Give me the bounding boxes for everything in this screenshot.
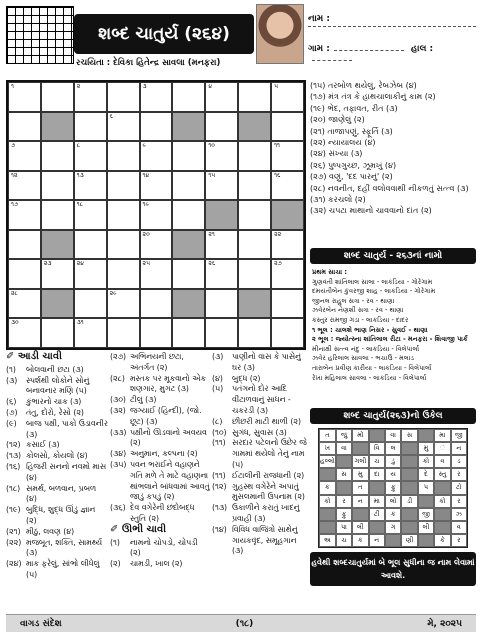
grid-cell[interactable]	[205, 141, 238, 171]
village-field[interactable]: ગામ : હાલ :	[308, 44, 476, 64]
author-photo	[256, 4, 304, 64]
grid-cell[interactable]	[107, 318, 140, 348]
clue-item: (૩૨) જગ્યાઈ (હિન્દી), (જો. છૂટ) (૩)	[110, 405, 202, 426]
solution-cell: ર	[451, 534, 467, 547]
clue-item: (૩૩) પક્ષીનો ઊડવાનો અવયવ (૨)	[110, 427, 207, 448]
down-clues	[212, 352, 308, 557]
solution-cell	[434, 521, 450, 534]
clue-item: (૨૮) મસ્તક પર મૂકવાનો એક શણગાર, મુગટ (૩)	[110, 373, 206, 394]
clue-item: (૭) તંતુ, દોરો, રેસો (૨)	[6, 407, 84, 417]
cell-number: ૧૦	[208, 142, 215, 150]
solution-cell	[336, 481, 352, 494]
solution-cell	[434, 481, 450, 494]
grid-cell[interactable]	[140, 289, 173, 319]
solution-cell: ણી	[401, 534, 417, 547]
solution-cell: ત	[352, 481, 368, 494]
solution-cell: ક	[385, 508, 401, 521]
solution-cell	[401, 481, 417, 494]
clue-item: (૩૦) ટીલું (૩)	[110, 395, 157, 405]
solution-cell: વ	[434, 455, 450, 468]
solution-cell	[401, 468, 417, 481]
solution-cell	[369, 429, 385, 442]
grid-cell[interactable]	[172, 82, 205, 112]
grid-cell[interactable]	[205, 230, 238, 260]
solution-cell: ત	[319, 429, 336, 442]
clue-item: (૯) બાજ પક્ષી, પાકો ઉડાવનીર (૩)	[6, 418, 108, 439]
puzzle-title: શબ્દ ચાતુર્ય (૨૬૪)	[74, 14, 254, 54]
winner-entry: મીનાક્ષી સત્ત્વ નંદુ - લાકડિયા - વિલેપાર્લા	[312, 344, 420, 353]
clue-item: (૧૭) મંત્ર તંત્ર કે હાથચાલાકીનું કામ (૨)	[310, 92, 436, 102]
solution-cell: પ	[418, 481, 434, 494]
cell-number: ૩૦	[11, 319, 19, 327]
cell-number: ૧૧	[274, 142, 280, 150]
grid-cell[interactable]	[8, 289, 41, 319]
grid-cell[interactable]	[140, 318, 173, 348]
grid-cell[interactable]	[41, 259, 74, 289]
cell-number: ૨૬	[208, 260, 216, 268]
clue-item: (૧૩) કોલસો, કોયલો (૪)	[6, 451, 88, 461]
clue-item: (૨૪) સંખ્યા (૩)	[310, 149, 363, 159]
grid-cell[interactable]	[238, 141, 271, 171]
solution-cell: લ	[385, 442, 401, 455]
clue-item: (૧૨) ગુહસ્થ વગેરેને અપાતું મુસલમાની ઉપનામ (૨)	[212, 481, 305, 502]
clue-item: (૨૭) અભિનયની છટા, અંતર્ગત (૨)	[110, 352, 184, 372]
header-decoration	[6, 6, 74, 64]
grid-cell[interactable]	[271, 171, 304, 201]
clue-item: (૧૦) સુગંધ, સુવાસ (૩)	[212, 427, 287, 437]
publication-name: વાગડ સંદેશ	[20, 618, 62, 629]
grid-cell[interactable]	[41, 171, 74, 201]
clue-item: (૧૧) ઈટાલીની રાજધાની (૨)	[212, 470, 305, 480]
cell-number: ૨૦	[142, 230, 150, 238]
clue-item: (૩૫) પવન ભરાઈને વહાણને ગતિ મળે તે માટે વહાણના થાંભલાને બાંધવામાં આવતું જાડું કપડું (૨)	[110, 459, 210, 502]
grid-cell[interactable]	[8, 318, 41, 348]
cell-number: ૭	[11, 142, 16, 150]
solution-cell: દે	[418, 468, 434, 481]
cell-number: ૨૯	[109, 289, 117, 297]
solution-cell	[401, 508, 417, 521]
solution-cell: ર	[336, 495, 352, 508]
grid-cell	[41, 112, 74, 142]
across-heading: ✐ આડી ચાવી	[6, 351, 62, 362]
across-clues	[6, 352, 108, 581]
clue-item: (૧૫) તરબોળ થયેલું, રેબઝેબ (૪)	[310, 81, 417, 90]
cell-number: ૨૮	[11, 289, 18, 297]
clue-item: (૨૨) મજબૂત, શક્તિ, સામર્થ્ય (૩)	[6, 537, 103, 558]
across-clues-continued	[110, 352, 210, 570]
cell-number: ૧૨	[11, 171, 18, 179]
grid-cell[interactable]	[271, 112, 304, 142]
grid-cell	[41, 230, 74, 260]
down-heading: ✐ ઊભી ચાવી	[110, 523, 167, 535]
solution-cell: ફુ	[336, 508, 352, 521]
solution-cell: ચ	[336, 534, 352, 547]
clue-item: (૧૯) ભેદ, તફાવત, રીત (૩)	[310, 103, 398, 113]
grid-cell	[172, 230, 205, 260]
grid-cell[interactable]	[238, 318, 271, 348]
solution-cell: સ	[401, 429, 417, 442]
solution-cell: ડી	[401, 495, 417, 508]
clue-item: (૨૮) નવનીત, દહીં વલોવવાથી નીકળતું સત્ત્વ (૩)	[310, 183, 469, 193]
solution-cell	[385, 534, 401, 547]
solution-cell: ડું	[385, 455, 401, 468]
cell-number: ૧૭	[11, 201, 19, 209]
solution-cell: ટી	[369, 508, 385, 521]
clue-item: (૧૧) સરદાર પટેલનો ઉછેર જે ગામમાં થયેલો તેનું નામ (૫)	[212, 438, 307, 469]
solution-cell: દા	[369, 468, 385, 481]
page-number: (૧૮)	[235, 618, 254, 629]
solution-cell: ખ	[319, 442, 336, 455]
grid-cell[interactable]	[140, 171, 173, 201]
solution-cell: લી	[352, 521, 368, 534]
grid-cell[interactable]	[205, 112, 238, 142]
grid-cell[interactable]	[271, 289, 304, 319]
solution-cell: ગ	[385, 521, 401, 534]
cell-number: ૧૪	[142, 171, 150, 179]
clue-item: (૧) બોલવાની છટા (૩)	[6, 364, 84, 374]
grid-cell[interactable]	[74, 171, 107, 201]
winner-entry: જીનલ રાહુલ સત્રા - રવ - થાણા	[312, 296, 395, 305]
grid-cell[interactable]	[238, 200, 271, 230]
cell-number: ૧	[11, 83, 14, 90]
winner-entry: દમયંતીબેન કુંવરજી શાહ - લાકડિયા - ગોરેગામ	[312, 287, 436, 296]
grid-cell[interactable]	[107, 259, 140, 289]
solution-cell: ડ	[451, 455, 467, 468]
cell-number: ૨૫	[142, 260, 151, 268]
clue-item: (૮) છીછરી માટી થાળી (૨)	[212, 416, 302, 426]
grid-cell[interactable]	[8, 259, 41, 289]
winner-entry: કસ્તુર રામજી ગડા - લાકડિયા - દાદર	[312, 315, 409, 324]
winner-entry: ઝવેરબેન નેણશી સત્રા - રવ - થાણા	[312, 306, 404, 315]
solution-cell: ન	[451, 442, 467, 455]
crossword-grid	[6, 80, 306, 350]
cell-number: ૩	[142, 83, 147, 90]
solution-cell: લી	[418, 521, 434, 534]
cell-number: ૧૫	[208, 171, 216, 179]
cell-number: ૨૩	[43, 260, 52, 268]
solution-cell: અ	[319, 534, 336, 547]
solution-cell: ફુ	[385, 481, 401, 494]
solution-cell: મા	[369, 495, 385, 508]
solution-cell	[369, 521, 385, 534]
grid-cell[interactable]	[140, 230, 173, 260]
grid-cell[interactable]	[172, 200, 205, 230]
grid-cell[interactable]	[8, 82, 41, 112]
clue-item: (૪) બુદ્ધ (૨)	[212, 373, 261, 383]
clue-item: (૬) કુંભારનો ચાક (૩)	[6, 397, 82, 407]
solution-cell	[401, 442, 417, 455]
grid-cell[interactable]	[172, 141, 205, 171]
grid-cell[interactable]	[205, 289, 238, 319]
solution-cell	[319, 521, 336, 534]
grid-cell[interactable]	[41, 141, 74, 171]
clue-item: (૩૬) દેવ વગેરેની છંદોબદ્ધ સ્તુતિ (૨)	[110, 503, 195, 523]
solution-cell: ર	[451, 468, 467, 481]
solution-cell: જું	[336, 429, 352, 442]
grid-cell[interactable]	[238, 82, 271, 112]
grid-cell[interactable]	[8, 171, 41, 201]
solution-cell: સ	[336, 468, 352, 481]
grid-cell[interactable]	[107, 289, 140, 319]
grid-cell	[205, 200, 238, 230]
clue-item: (૩૪) અનુમાન, કલ્પના (૨)	[110, 449, 198, 459]
rule-note: હવેથી શબ્દચાતુર્યમાં બે ભૂલ સુધીના જ નામ લેવામાં આવશે.	[310, 552, 476, 586]
cell-number: ૨૭	[274, 260, 282, 268]
grid-cell[interactable]	[238, 259, 271, 289]
cell-number: ૨૨	[274, 230, 282, 238]
cell-number: ૧૩	[76, 171, 84, 179]
cell-number: ૨૧	[208, 230, 215, 238]
grid-cell	[172, 112, 205, 142]
clue-item: (૨૧) મીઠું, લવણ (૪)	[6, 526, 75, 536]
grid-cell[interactable]	[74, 82, 107, 112]
grid-cell[interactable]	[74, 230, 107, 260]
clue-item: (૩) સ્પર્શથી લોકોને સોનું બનાવનાર મણિ (૫)	[6, 375, 90, 396]
solution-cell	[401, 455, 417, 468]
clue-item: (૧) નામનો ચોપડો, ચોપડી (૨)	[110, 537, 198, 558]
solution-cell	[418, 534, 434, 547]
cell-number: ૪	[208, 83, 213, 90]
solution-cell	[369, 481, 385, 494]
grid-cell[interactable]	[271, 259, 304, 289]
clue-item: (૧૩) ઉકાળીને કરાતું ખાદનું પ્રવાહી (૩)	[212, 503, 300, 523]
grid-cell[interactable]	[271, 318, 304, 348]
solution-cell	[418, 495, 434, 508]
grid-cell[interactable]	[140, 259, 173, 289]
solution-cell: મોં	[352, 429, 368, 442]
solution-cell: ક	[352, 534, 368, 547]
solution-cell: મુ	[352, 468, 368, 481]
grid-cell[interactable]	[107, 82, 140, 112]
cell-number: ૩૧	[76, 319, 84, 327]
grid-cell[interactable]	[238, 230, 271, 260]
winners-banner: શબ્દ ચાતુર્ય - ૨૬૩નાં નામો	[310, 248, 476, 264]
clue-item: (૧૨) કસાઈ (૩)	[6, 440, 60, 450]
solution-cell: લો	[385, 495, 401, 508]
grid-cell[interactable]	[74, 112, 107, 142]
winner-entry: ઝવેર હરિલાલ સાવલા - ભચાઉ - મલાડ	[312, 354, 415, 363]
grid-cell	[271, 200, 304, 230]
grid-cell[interactable]	[205, 82, 238, 112]
solution-cell: મું	[418, 442, 434, 455]
solution-cell: ચ	[369, 455, 385, 468]
solution-cell: ન	[369, 534, 385, 547]
solution-cell	[401, 521, 417, 534]
grid-cell[interactable]	[271, 82, 304, 112]
grid-cell[interactable]	[74, 289, 107, 319]
grid-cell[interactable]	[41, 82, 74, 112]
clue-item: (૨૧) તાજાપણું, સ્ફૂર્તિ (૩)	[310, 126, 393, 136]
solution-cell: કે	[434, 534, 450, 547]
clue-item: (૩૧) કરચલો (૨)	[310, 195, 366, 205]
grid-cell	[41, 289, 74, 319]
grid-cell[interactable]	[74, 318, 107, 348]
grid-cell[interactable]	[74, 141, 107, 171]
grid-cell[interactable]	[74, 259, 107, 289]
cell-number: ૧૮	[76, 201, 84, 209]
solution-cell	[319, 508, 336, 521]
solution-cell: ટો	[451, 481, 467, 494]
grid-cell[interactable]	[271, 230, 304, 260]
grid-cell[interactable]	[107, 230, 140, 260]
solution-cell: ર	[451, 495, 467, 508]
solution-cell: પા	[336, 521, 352, 534]
winner-entry: પ્રથમ સાચા :	[312, 268, 348, 276]
grid-cell[interactable]	[8, 200, 41, 230]
solution-cell: કો	[434, 495, 450, 508]
solution-cell	[418, 429, 434, 442]
solution-cell: જી	[418, 508, 434, 521]
solution-cell	[352, 442, 368, 455]
solution-cell	[434, 508, 450, 521]
solution-cell: વા	[336, 442, 352, 455]
cell-number: ૯	[142, 142, 147, 150]
clue-item: (૧૯) બુદ્ધિ, શુદ્ધ ઊંડું જ્ઞાન (૨)	[6, 505, 96, 525]
winners-list	[312, 268, 478, 383]
grid-cell[interactable]	[8, 112, 41, 142]
solution-cell: વા	[385, 429, 401, 442]
solution-cell	[319, 468, 336, 481]
grid-cell[interactable]	[140, 200, 173, 230]
winner-entry: ૧ ભૂલ : ચાલશે ભાણ નિસર - સુવઈ - થાણા	[312, 325, 428, 334]
solution-cell: ઝ	[451, 508, 467, 521]
name-field[interactable]: નામ :	[308, 14, 476, 27]
grid-cell[interactable]	[172, 318, 205, 348]
solution-cell: વિ	[369, 442, 385, 455]
grid-cell[interactable]	[140, 112, 173, 142]
grid-cell[interactable]	[41, 200, 74, 230]
author-credit: રચયિતા : દેવિકા હિતેન્દ્ર સાવલા (મનફરા)	[76, 58, 221, 68]
grid-cell[interactable]	[41, 318, 74, 348]
solution-grid	[318, 428, 468, 548]
page-footer	[6, 614, 476, 632]
clue-item: (૨૭) વણું, 'દદ પારનું' (૨)	[310, 172, 393, 182]
clue-item: (૨) ચામડી, ખાલ (૨)	[110, 559, 183, 569]
grid-cell[interactable]	[172, 259, 205, 289]
solution-cell	[352, 508, 368, 521]
solution-cell: સ્તુ	[434, 468, 450, 481]
winner-entry: ગુણવંતી શાંતિલાલ સાલા - લાકડિયા - ગોરેગામ	[312, 277, 433, 286]
clue-item: (૩૨) ચપટા માથાનો ચાવવાનો દાંત (૨)	[310, 206, 432, 216]
cell-number: ૫	[274, 83, 279, 90]
solution-cell: ય	[385, 468, 401, 481]
clue-item: (૨૨) ન્યાયાલય (૪)	[310, 138, 376, 148]
clue-item: (૩) પાણીનો વાસ કે પાસેનું ઘર (૩)	[212, 352, 301, 372]
clue-item: (૧૮) સમર્થ, બળવાન, પ્રબળ (૪)	[6, 483, 97, 504]
clue-item: (૧૪) વિવિધ વાજિંત્રો સાથેનું ગાયકવૃંદ, સમૂહગાન (૩)	[212, 524, 298, 556]
clue-item: (૨૦) જાણેલું (૨)	[310, 115, 365, 125]
solution-banner: શબ્દ ચાતુર્ય(૨૬૩)નો ઉકેલ	[310, 408, 476, 424]
grid-cell[interactable]	[172, 171, 205, 201]
grid-cell[interactable]	[8, 230, 41, 260]
solution-cell: કો	[319, 495, 336, 508]
cell-number: ૮	[76, 142, 81, 150]
solution-cell: કો	[418, 455, 434, 468]
solution-cell: જી	[451, 429, 467, 442]
cell-number: ૧૬	[274, 171, 281, 179]
cell-number: ૨	[76, 83, 81, 90]
grid-cell[interactable]	[140, 82, 173, 112]
grid-cell[interactable]	[8, 141, 41, 171]
winner-entry: રેખા મહિલાલ સાવલા - લાકડિયા - વિલેપાર્લા	[312, 373, 427, 382]
solution-cell: મા	[434, 429, 450, 442]
solution-cell: ન	[352, 495, 368, 508]
grid-cell[interactable]	[238, 171, 271, 201]
issue-date: મે, ૨૦૨૫	[427, 618, 462, 629]
grid-cell[interactable]	[271, 141, 304, 171]
solution-cell: ગલી	[352, 455, 368, 468]
clue-item: (૨૬) પુષ્પગુચ્છ, ઝૂમખું (૪)	[310, 160, 397, 170]
solution-cell: ં	[434, 442, 450, 455]
grid-cell[interactable]	[140, 141, 173, 171]
grid-cell[interactable]	[107, 200, 140, 230]
grid-cell[interactable]	[205, 259, 238, 289]
cell-number: ૬	[109, 112, 114, 120]
solution-cell: હલ્લો	[319, 455, 336, 468]
cell-number: ૨૪	[76, 260, 85, 268]
grid-cell[interactable]	[107, 171, 140, 201]
winner-entry: ૨ ભૂલ : જ્યોત્સ્ના શાંતિલાલ રીટા - મનફરા - શિવાજી પાર્ક	[312, 335, 468, 344]
clue-item: (૫) પતંગનો દોર આદિ વીંટાળવાનું સાધન - ચકરડી (૩)	[212, 384, 291, 415]
grid-cell[interactable]	[107, 141, 140, 171]
grid-cell[interactable]	[74, 200, 107, 230]
grid-cell	[238, 289, 271, 319]
grid-cell[interactable]	[205, 171, 238, 201]
winner-entry: તારાબેન પ્રવીણ કારીયા - લાકડિયા - વિલેપાર્લા	[312, 363, 432, 372]
clue-item: (૧૬) હિજરી સનનો નવમો માસ (૪)	[6, 461, 107, 482]
solution-cell: વ	[451, 521, 467, 534]
solution-cell	[336, 455, 352, 468]
grid-cell	[238, 112, 271, 142]
grid-cell[interactable]	[205, 318, 238, 348]
cell-number: ૧૯	[142, 201, 150, 209]
grid-cell	[172, 289, 205, 319]
solution-cell: ક	[319, 481, 336, 494]
clue-list-continued	[310, 80, 478, 217]
clue-item: (૨૪) માક ફરેલું, સાંભો લીધેલું (૫)	[6, 559, 100, 579]
grid-cell[interactable]	[107, 112, 140, 142]
